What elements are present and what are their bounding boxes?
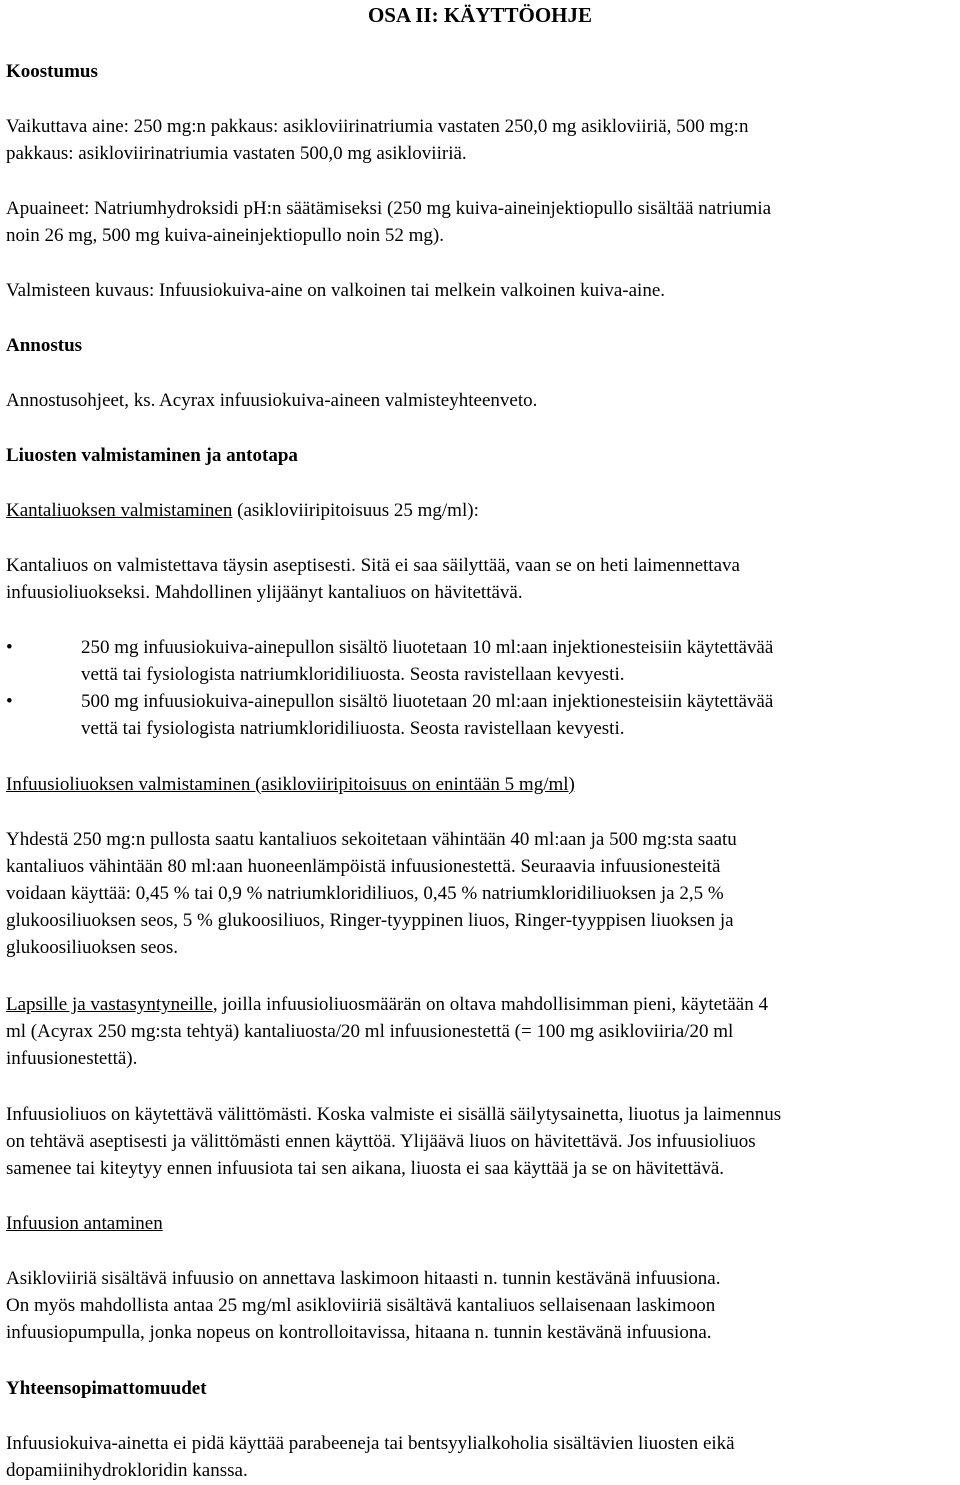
text-line: glukoosiliuoksen seos, 5 % glukoosiliuos, Ringer-tyyppinen liuos, Ringer-tyyppisen liuoksen ja	[6, 910, 734, 931]
text-line: Yhdestä 250 mg:n pullosta saatu kantaliuos sekoitetaan vähintään 40 ml:aan ja 500 mg:sta saatu	[6, 829, 737, 850]
text-line: samenee tai kiteytyy ennen infuusiota tai sen aikana, liuosta ei saa käyttää ja se on hävitettävä.	[6, 1158, 725, 1179]
bullet-text: 500 mg infuusiokuiva-ainepullon sisältö liuotetaan 20 ml:aan injektionesteisiin käytettävää	[81, 691, 774, 712]
text-line: infuusionestettä).	[6, 1048, 138, 1069]
bullet-text: vettä tai fysiologista natriumkloridiliuosta. Seosta ravistellaan kevyesti.	[81, 664, 625, 685]
subheading-infuusion-antaminen: Infuusion antaminen	[6, 1213, 163, 1234]
section-heading-koostumus: Koostumus	[6, 61, 98, 82]
bullet-text: vettä tai fysiologista natriumkloridiliuosta. Seosta ravistellaan kevyesti.	[81, 718, 625, 739]
text-line: Apuaineet: Natriumhydroksidi pH:n säätämiseksi (250 mg kuiva-aineinjektiopullo sisältää natriumia	[6, 198, 772, 219]
text-line: noin 26 mg, 500 mg kuiva-aineinjektiopullo noin 52 mg).	[6, 225, 445, 246]
text-line: glukoosiliuoksen seos.	[6, 937, 179, 958]
subheading-kantaliuos	[6, 497, 958, 524]
page-title: OSA II: KÄYTTÖOHJE	[367, 3, 593, 27]
text-line: Vaikuttava aine: 250 mg:n pakkaus: asikloviirinatriumia vastaten 250,0 mg asikloviiriä, 500 mg:n	[6, 116, 749, 137]
underlined-phrase: Lapsille ja vastasyntyneille	[6, 994, 213, 1015]
text-line: Infuusioliuos on käytettävä välittömästi. Koska valmiste ei sisällä säilytysainetta, liuotus ja laimennus	[6, 1104, 782, 1125]
text-line: voidaan käyttää: 0,45 % tai 0,9 % natriumkloridiliuos, 0,45 % natriumkloridiliuoksen ja 2,5 %	[6, 883, 724, 904]
text-line: ml (Acyrax 250 mg:sta tehtyä) kantaliuosta/20 ml infuusionestettä (= 100 mg asikloviiria/20 ml	[6, 1021, 734, 1042]
subheading-underlined: Kantaliuoksen valmistaminen	[6, 500, 233, 521]
text-line: Kantaliuos on valmistettava täysin aseptisesti. Sitä ei saa säilyttää, vaan se on heti laimennettava	[6, 555, 740, 576]
subheading-infuusioliuos: Infuusioliuoksen valmistaminen (asikloviiripitoisuus on enintään 5 mg/ml)	[6, 774, 575, 795]
section-heading-liuosten: Liuosten valmistaminen ja antotapa	[6, 445, 298, 466]
subheading-rest: (asikloviiripitoisuus 25 mg/ml):	[232, 500, 479, 521]
text-line: pakkaus: asikloviirinatriumia vastaten 500,0 mg asikloviiriä.	[6, 143, 467, 164]
text-line: infuusioliuokseksi. Mahdollinen ylijäänyt kantaliuos on hävitettävä.	[6, 582, 523, 603]
text-line: kantaliuos vähintään 80 ml:aan huoneenlämpöistä infuusionestettä. Seuraavia infuusionesteitä	[6, 856, 721, 877]
text-line: on tehtävä aseptisesti ja välittömästi ennen käyttöä. Ylijäävä liuos on hävitettävä. Jos infuusioliuos	[6, 1131, 756, 1152]
text-line: Infuusiokuiva-ainetta ei pidä käyttää parabeeneja tai bentsyylialkoholia sisältävien liuosten eikä	[6, 1433, 735, 1454]
text-line	[6, 991, 958, 1018]
text-line: Annostusohjeet, ks. Acyrax infuusiokuiva-aineen valmisteyhteenveto.	[6, 390, 538, 411]
text-line: On myös mahdollista antaa 25 mg/ml asikloviiriä sisältävä kantaliuos sellaisenaan laskimoon	[6, 1295, 716, 1316]
bullet-text: 250 mg infuusiokuiva-ainepullon sisältö liuotetaan 10 ml:aan injektionesteisiin käytettävää	[81, 637, 774, 658]
text-line: dopamiinihydrokloridin kanssa.	[6, 1460, 248, 1481]
section-heading-yhteensopimattomuudet: Yhteensopimattomuudet	[6, 1378, 207, 1399]
text-rest: , joilla infuusioliuosmäärän on oltava mahdollisimman pieni, käytetään 4	[212, 994, 768, 1015]
text-line: infuusiopumpulla, jonka nopeus on kontrolloitavissa, hitaana n. tunnin kestävänä infuusiona.	[6, 1322, 712, 1343]
bullet-icon: •	[6, 637, 13, 658]
section-heading-annostus: Annostus	[6, 335, 83, 356]
text-line: Asikloviiriä sisältävä infuusio on annettava laskimoon hitaasti n. tunnin kestävänä infuusiona.	[6, 1268, 721, 1289]
bullet-icon: •	[6, 691, 13, 712]
text-line: Valmisteen kuvaus: Infuusiokuiva-aine on valkoinen tai melkein valkoinen kuiva-aine.	[6, 280, 666, 301]
